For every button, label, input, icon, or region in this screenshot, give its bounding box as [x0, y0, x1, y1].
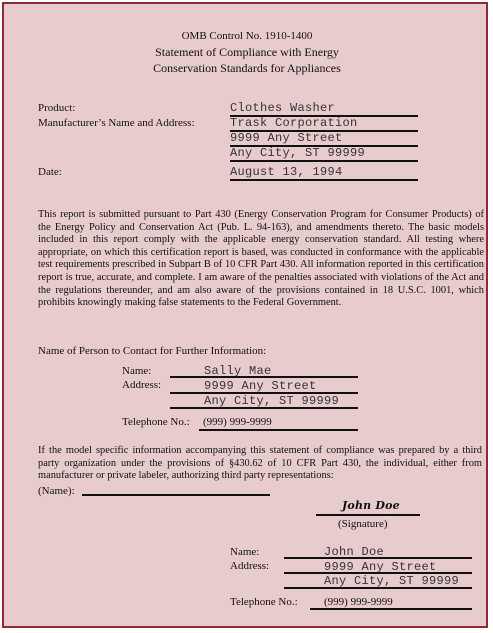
manufacturer-street: 9999 Any Street	[230, 131, 343, 145]
signer-street: 9999 Any Street	[324, 560, 437, 574]
signature-underline	[316, 514, 420, 516]
compliance-form	[2, 2, 488, 628]
signer-phone-label: Telephone No.:	[230, 596, 298, 608]
manufacturer-label: Manufacturer’s Name and Address:	[38, 117, 195, 129]
signer-address-label: Address:	[230, 560, 270, 572]
contact-city-underline	[170, 407, 358, 409]
signer-name-value: John Doe	[324, 545, 385, 559]
contact-phone-label: Telephone No.:	[122, 416, 190, 428]
third-party-paragraph: If the model specific information accompanying this statement of compliance was prepared by a third party organization under the provisions of §430.62 of 10 CFR Part 430, the individual, either from manufacturer or private labeler, authorizing third party representations:	[38, 445, 482, 482]
signer-phone-underline	[310, 608, 472, 610]
contact-address-label: Address:	[122, 379, 162, 391]
contact-phone-underline	[199, 429, 358, 431]
manufacturer-name: Trask Corporation	[230, 116, 358, 130]
contact-street: 9999 Any Street	[204, 379, 317, 393]
signer-name-underline	[284, 557, 472, 559]
contact-heading: Name of Person to Contact for Further Information:	[38, 345, 267, 357]
signer-name-label: Name:	[230, 546, 260, 558]
omb-control-number: OMB Control No. 1910-1400	[181, 30, 313, 42]
form-title-line2: Conservation Standards for Appliances	[153, 61, 341, 75]
date-underline	[230, 179, 418, 181]
signer-city: Any City, ST 99999	[324, 574, 460, 588]
contact-name-value: Sally Mae	[204, 364, 272, 378]
date-value: August 13, 1994	[230, 165, 343, 179]
contact-city: Any City, ST 99999	[204, 394, 340, 408]
third-party-name-label: (Name):	[38, 485, 75, 497]
signer-phone-value: (999) 999-9999	[324, 596, 393, 608]
certification-paragraph: This report is submitted pursuant to Part 430 (Energy Conservation Program for Consumer Products) of the Energy Policy and Conservation Act (Pub. L. 94-163), and amendments thereto. The basic models included in this report comply with the applicable energy conservation standard. All testing where appropriate, on which this certification report is based, was conducted in conformance with the applicable test requirements prescribed in Subpart B of 10 CFR Part 430. All information reported in this certification report is true, accurate, and complete. I am aware of the penalties associated with violations of the Act and the regulations thereunder, and am also aware of the provisions contained in 18 U.S.C. 1001, which prohibits knowingly making false statements to the Federal Government.	[38, 209, 484, 309]
signature: John Doe	[342, 499, 400, 512]
product-value: Clothes Washer	[230, 101, 336, 115]
form-title-line1: Statement of Compliance with Energy	[155, 45, 339, 59]
manufacturer-city-underline	[230, 160, 418, 162]
product-label: Product:	[38, 102, 76, 114]
manufacturer-city: Any City, ST 99999	[230, 146, 366, 160]
date-label: Date:	[38, 166, 62, 178]
signer-city-underline	[284, 587, 472, 589]
contact-phone-value: (999) 999-9999	[203, 416, 272, 428]
signature-caption: (Signature)	[338, 518, 388, 530]
contact-name-label: Name:	[122, 365, 152, 377]
contact-name-underline	[170, 376, 358, 378]
third-party-name-underline	[82, 494, 270, 496]
